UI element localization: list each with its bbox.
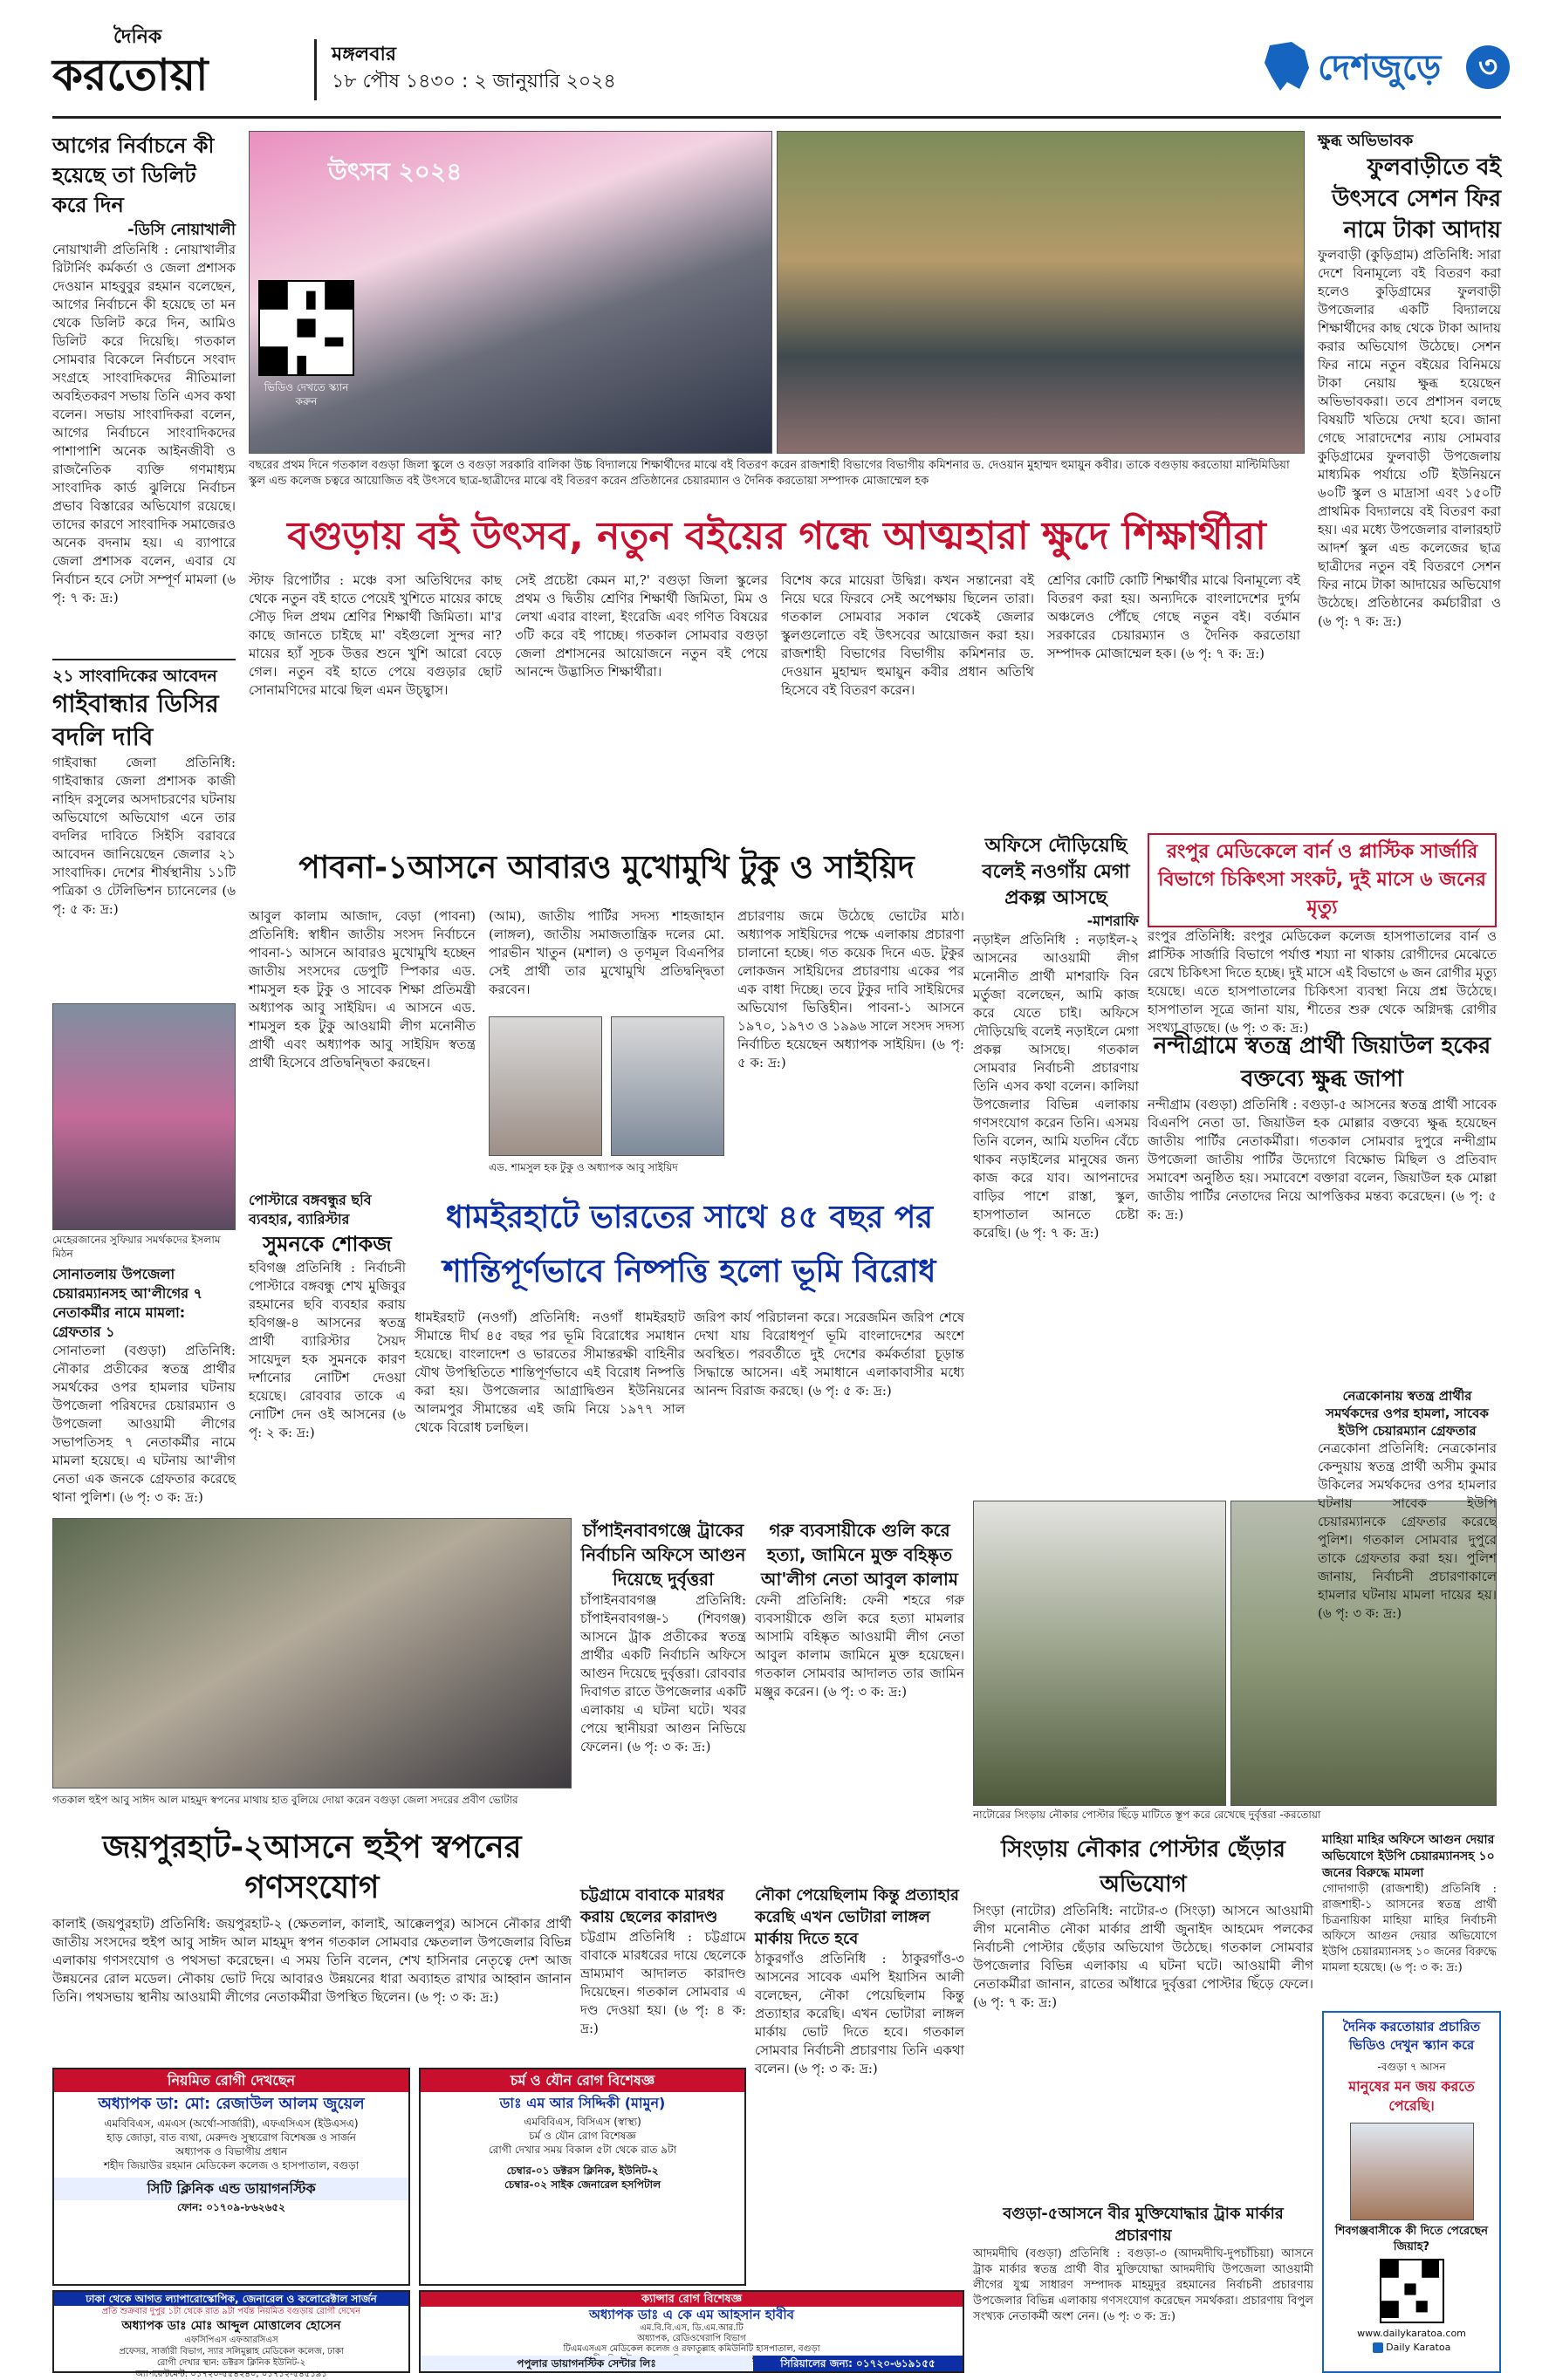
section-title: দেশজুড়ে (1318, 48, 1442, 88)
pabna-body-2: (আম), জাতীয় পার্টির সদস্য শাহজাহান (লাঙ্গল), জাতীয় সমাজতান্ত্রিক দলের মো. পারভীন খাতুন (মশাল) ও তৃণমূল বিএনপির সেই প্রার্থী তার মুখোমুখি প্রতিদ্বন্দ্বিতা করবেন। (489, 908, 724, 997)
story-fulbari-body: ফুলবাড়ী (কুড়িগ্রাম) প্রতিনিধি: সারা দেশে বিনামূল্যে বই বিতরণ করা হলেও কুড়িগ্রামের ফুলবাড়ী উপজেলার একটি বিদ্যালয়ে শিক্ষার্থীদের কাছ থেকে টাকা আদায় করার অভিযোগ উঠেছে। সেশন ফির নামে নতুন বইয়ের বিনিময়ে টাকা নেয়ায় ক্ষুব্ধ হয়েছেন অভিভাবকরা। তবে প্রশাসন বলছে বিষয়টি খতিয়ে দেখা হবে। জানা গেছে সারাদেশের ন্যায় সোমবার কুড়িগ্রামের ফুলবাড়ী উপজেলায় মাধ্যমিক পর্যায়ে ৩টি ইউনিয়নে ৬০টি স্কুল ও মাদ্রাসা এবং ১৫০টি প্রাথমিক বিদ্যালয়ে বই বিতরণ করা হয়। এর মধ্যে উপজেলার বালারহাট আদর্শ স্কুল এন্ড কলেজের ছাত্র ছাত্রীদের নতুন বই বিতরণে সেশন ফির নামে টাকা আদায়ের অভিযোগ উঠেছে। প্রতিষ্ঠানের কর্মচারীরা ও (৬ পৃ: ৭ ক: দ্র:) (1318, 247, 1501, 629)
ad1-line-2: অধ্যাপক ও বিভাগীয় প্রধান (175, 2145, 288, 2158)
promo-seat: -বগুড়া ৭ আসন (1377, 2061, 1446, 2073)
lead-body-4: শ্রেণির কোটি কোটি শিক্ষার্থীর মাঝে বিনামূল্যে বই বিতরণ করা হয়। অন্যদিকে বাংলাদেশের দুর্গম অঞ্চলেও পৌঁছে গেছে নতুন বই। বর্তমান সরকারের চেয়ারম্যান ও দৈনিক করতোয়া সম্পাদক মোজাম্মেল হক। (৬ পৃ: ৭ ক: দ্র:) (1047, 572, 1300, 661)
logo (52, 26, 314, 113)
story-mega-body: নড়াইল প্রতিনিধি : নড়াইল-২ আসনের আওয়ামী লীগ মনোনীত প্রার্থী মাশরাফি বিন মর্তুজা বলেছেন, আমি কাজ করে যেতে চাই। অফিসে দৌড়িয়েছি বলেই নড়াইলে মেগা প্রকল্প আসছে। গতকাল সোমবার নির্বাচনী প্রচারণায় তিনি এসব কথা বলেন। কালিয়া উপজেলার বিভিন্ন এলাকায় গণসংযোগ করেন তিনি। এসময় তিনি বলেন, আমি যতদিন বেঁচে থাকব নড়াইলের মানুষের জন্য কাজ করে যাব। আপনাদের বাড়ির পাশে রাস্তা, স্কুল, হাসপাতাল আনতে চেষ্টা করেছি। (৬ পৃ: ৭ ক: দ্র:) (973, 932, 1139, 1241)
story-nandigram-headline: নন্দীগ্রামে স্বতন্ত্র প্রার্থী জিয়াউল হকের বক্তব্যে ক্ষুব্ধ জাপা (1153, 1033, 1491, 1092)
story-fulbari-title: ফুলবাড়ীতে বই উৎসবে সেশন ফির নামে টাকা আদায় (1332, 154, 1501, 243)
page-number: ৩ (1466, 45, 1510, 89)
ad3-line-3: অ্যাপয়েন্টমেন্ট: ০১৭২০-৫৫৪২৪০, ০১৭১২-৫৪৫১৯১ (135, 2370, 327, 2379)
joypurhat-photo-caption: গতকাল হুইপ আবু সাঈদ আল মাহমুদ স্বপনের মাথায় হাত বুলিয়ে দোয়া করেন বগুড়া জেলা সদরের প্রবীণ ভোটার (52, 1794, 518, 1806)
story-netrokona-title: নেত্রকোনায় স্বতন্ত্র প্রার্থীর সমর্থকদের ওপর হামলা, সাবেক ইউপি চেয়ারম্যান গ্রেফতার (1326, 1388, 1489, 1439)
lead-photo-1 (249, 131, 772, 454)
story-cattle (755, 1518, 964, 1876)
ad3-doctor: অধ্যাপক ডাঃ মোঃ আব্দুল মোত্তালেব হোসেন (121, 2319, 341, 2333)
bangladesh-map-icon (1261, 38, 1313, 94)
story-nandigram-body: নন্দীগ্রাম (বগুড়া) প্রতিনিধি : বগুড়া-৫ আসনের স্বতন্ত্র প্রার্থী সাবেক বিএনপি নেতা ডা. জিয়াউল হক মোল্লার বক্তব্যে ক্ষুব্ধ হয়েছেন জাতীয় পার্টির নেতাকর্মীরা। গতকাল সোমবার দুপুরে নন্দীগ্রাম উপজেলা জাতীয় পার্টির উদ্যোগে বিক্ষোভ মিছিল ও প্রতিবাদ সমাবেশ অনুষ্ঠিত হয়। সমাবেশে বক্তারা বলেন, জিয়াউল হক মোল্লা জাতীয় পার্টির নেতাদের নিয়ে আপত্তিকর মন্তব্য করেছেন। (৬ পৃ: ৫ ক: দ্র:) (1148, 1097, 1497, 1222)
singra-photo-caption: নাটোরের সিংড়ায় নৌকার পোস্টার ছিঁড়ে মাটিতে স্তূপ করে রেখেছে দুর্বৃত্তরা -করতোয়া (973, 1809, 1321, 1821)
singra-photo-1 (973, 1501, 1226, 1806)
story-nouka (755, 1884, 964, 2233)
ad1-line-1: হাড় জোড়া, বাত ব্যথা, মেরুদণ্ড সুস্থ্যরোগ বিশেষজ্ঞ ও সার্জন (106, 2131, 356, 2144)
logo-line1: দৈনিক (113, 26, 162, 48)
story-rangpur (1148, 833, 1497, 1036)
story-noakhali-title: আগের নির্বাচনে কী হয়েছে তা ডিলিট করে দিন (52, 133, 215, 217)
story-poster-title: সুমনকে শোকজ (263, 1232, 392, 1256)
story-poster (249, 1191, 406, 1505)
ad4-title: ক্যান্সার রোগ বিশেষজ্ঞ (421, 2292, 963, 2307)
story-nandigram (1148, 1029, 1497, 1378)
lead-body-3: বিশেষ করে মায়েরা উদ্বিগ্ন। কখন সন্তানেরা বই নিয়ে ঘরে ফিরবে সেই অপেক্ষায় ছিলেন তারা। গতকাল সোমবার সকাল থেকেই জেলার স্কুলগুলোতে বই উৎসবের আয়োজন করা হয়। রাজশাহী বিভাগের বিভাগীয় কমিশনার ড. দেওয়ান মুহাম্মদ হুমায়ুন কবীর প্রধান অতিথি হিসেবে বই বিতরণ করেন। (781, 572, 1034, 698)
ad1-line-3: শহীদ জিয়াউর রহমান মেডিকেল কলেজ ও হাসপাতাল, বগুড়া (103, 2159, 360, 2171)
promo-box (1322, 2011, 1501, 2373)
ad4-phone: সিরিয়ালের জন্য: ০১৭২০-৬১৯১৫৫ (753, 2356, 963, 2371)
ad4-center: পপুলার ডায়াগনস্টিক সেন্টার লিঃ (421, 2356, 752, 2371)
logo-line2: করতোয়া (52, 50, 209, 100)
pabna-candidate-2-photo (611, 1016, 724, 1156)
story-gaibandha (52, 665, 236, 996)
facebook-icon (1373, 2342, 1383, 2353)
promo-url[interactable]: www.dailykaratoa.com (1357, 2328, 1466, 2339)
pabna-body-1: আবুল কালাম আজাদ, বেড়া (পাবনা) প্রতিনিধি: স্বাধীন জাতীয় সংসদ নির্বাচনে পাবনা-১ আসনে আবারও মুখোমুখি হচ্ছেন জাতীয় সংসদের ডেপুটি স্পিকার এড. শামসুল হক টুকু ও সাবেক শিক্ষা প্রতিমন্ত্রী অধ্যাপক আবু সাইয়িদ। এ আসনে এড. শামসুল হক টুকু আওয়ামী লীগ মনোনীত প্রার্থী এবং অধ্যাপক আবু সাইয়িদ স্বতন্ত্র প্রার্থী হিসেবে প্রতিদ্বন্দ্বিতা করছেন। (249, 908, 476, 1070)
pabna-body-3: প্রচারণায় জমে উঠেছে ভোটের মাঠ। অধ্যাপক সাইয়িদের পক্ষে এলাকায় প্রচারণা চালানো হচ্ছে। গত কয়েক দিনে এড. টুকুর লোকজন সাইয়িদের প্রচারণায় একের পর এক বাধা দিচ্ছে। তবে টুকুর দাবি সাইয়িদের অভিযোগ ভিত্তিহীন। পাবনা-১ আসনে ১৯৭০, ১৯৭৩ ও ১৯৯৬ সালে সংসদ সদস্য নির্বাচিত হয়েছেন অধ্যাপক সাইয়িদ। (৬ পৃ: ৫ ক: দ্র:) (737, 908, 964, 1070)
story-mega-byline: -মাশরাফি (1086, 913, 1139, 929)
joypurhat-photo (52, 1518, 572, 1788)
ad3-line-2: রোগী দেখার স্থান: ডক্টরস ক্লিনিক ইউনিট-২ (156, 2358, 306, 2368)
ad2-chamber-2: চেম্বার-০২ সাইক জেনারেল হসপিটাল (504, 2178, 661, 2191)
story-poster-body: হবিগঞ্জ প্রতিনিধি : নির্বাচনী পোস্টারে বঙ্গবন্ধু শেখ মুজিবুর রহমানের ছবি ব্যবহার করায় হবিগঞ্জ-৪ আসনের স্বতন্ত্র প্রার্থী ব্যারিস্টার সৈয়দ সায়েদুল হক সুমনকে কারণ দর্শানোর নোটিশ দেওয়া হয়েছে। রোববার তাকে এ নোটিশ দেন ওই আসনের (৬ পৃ: ২ ক: দ্র:) (249, 1260, 406, 1440)
story-rangpur-body: রংপুর প্রতিনিধি: রংপুর মেডিকেল কলেজ হাসপাতালের বার্ন ও প্লাস্টিক সার্জারি বিভাগে পর্যাপ্ত শয্যা না থাকায় রোগীদের মেঝেতে রেখে চিকিৎসা দিতে হচ্ছে। দুই মাসে এই বিভাগে ৬ জন রোগীর মৃত্যু হয়েছে। এতে হাসপাতালের চিকিৎসা ব্যবস্থা নিয়ে প্রশ্ন উঠেছে। হাসপাতাল সূত্রে জানা যায়, শীতের শুরু থেকে অগ্নিদগ্ধ রোগীর সংখ্যা বাড়ছে। (৬ পৃ: ৩ ক: দ্র:) (1148, 928, 1497, 1036)
border-headline: ধামইরহাটে ভারতের সাথে ৪৫ বছর পর শান্তিপূর্ণভাবে নিষ্পত্তি হলো ভূমি বিরোধ (442, 1200, 936, 1289)
story-truck (973, 2203, 1313, 2373)
story-mega-title: অফিসে দৌড়িয়েছি বলেই নওগাঁয় মেগা প্রকল্প আসছে (982, 835, 1130, 909)
ad2-doctor: ডাঃ এম আর সিদ্দিকী (মামুন) (499, 2095, 666, 2111)
qr-caption: ভিডিও দেখতে স্ক্যান করুন (264, 381, 349, 407)
ad-skin-doctor (419, 2068, 746, 2286)
masthead-day: মঙ্গলবার (332, 44, 396, 65)
masthead-date-block (332, 42, 785, 103)
ad3-title: ঢাকা থেকে আগত ল্যাপারোস্কোপিক, জেনারেল ও কলোরেক্টাল সার্জন (54, 2292, 408, 2306)
border-body-2: জরিপ কার্য পরিচালনা করে। সরেজমিন জরিপ শেষে দেখা যায় বিরোধপূর্ণ ভূমি বাংলাদেশের অংশে অবস্থিত। পরবর্তীতে দুই দেশের কর্মকর্তারা চূড়ান্ত সিদ্ধান্তে আসেন। এই সমাধানে এলাকাবাসীর মধ্যে আনন্দ বিরাজ করছে। (৬ পৃ: ৫ ক: দ্র:) (694, 1310, 964, 1399)
story-sonatola (52, 1265, 236, 1505)
ad-surgeon (52, 2290, 410, 2379)
story-mega (973, 833, 1139, 1496)
story-singra-body: সিংড়া (নাটোর) প্রতিনিধি: নাটোর-৩ (সিংড়া) আসনে আওয়ামী লীগ মনোনীত নৌকা মার্কার প্রার্থী জুনাইদ আহমেদ পলকের নির্বাচনী পোস্টার ছেঁড়ার অভিযোগ উঠেছে। গতকাল সোমবার উপজেলার বিভিন্ন এলাকায় এ ঘটনা ঘটে। আওয়ামী লীগ নেতাকর্মীরা জানান, রাতের আঁধারে দুর্বৃত্তরা পোস্টার ছিঁড়ে ফেলে। (৬ পৃ: ৭ ক: দ্র:) (973, 1903, 1313, 2010)
masthead-divider (314, 39, 317, 100)
promo-title: দৈনিক করতোয়ার প্রচারিত ভিডিও দেখুন স্ক্যান করে (1342, 2019, 1481, 2053)
joypurhat-headline: জয়পুরহাট-২আসনে হুইপ স্বপনের গণসংযোগ (102, 1829, 522, 1905)
story-truck-body: আদমদীঘি (বগুড়া) প্রতিনিধি : বগুড়া-৩ (আদমদীঘি-দুপচাঁচিয়া) আসনে ট্রাক মার্কার স্বতন্ত্র প্রার্থী বীর মুক্তিযোদ্ধা আদমদীঘি উপজেলা আওয়ামী লীগের যুগ্ম সাধারণ সম্পাদক মাহমুদুর রহমানের নির্বাচনী প্রচারণায় উপজেলার বিভিন্ন এলাকায় গণসংযোগ করেছেন সমর্থকরা। প্রচারণায় বিপুল সংখ্যক নেতাকর্মী অংশ নেন। (৬ পৃ: ৩ ক: দ্র:) (973, 2247, 1313, 2323)
story-rangpur-headline: রংপুর মেডিকেলে বার্ন ও প্লাস্টিক সার্জারি বিভাগে চিকিৎসা সংকট, দুই মাসে ৬ জনের মৃত্যু (1148, 833, 1497, 927)
ad1-doctor: অধ্যাপক ডা: মো: রেজাউল আলম জুয়েল (98, 2095, 365, 2113)
promo-qr-code[interactable] (1380, 2259, 1444, 2323)
story-chapai-body: চাঁপাইনবাবগঞ্জ প্রতিনিধি: চাঁপাইনবাবগঞ্জ-১ (শিবগঞ্জ) আসনে ট্রাক প্রতীকের স্বতন্ত্র প্রার্থীর একটি নির্বাচনি অফিসে আগুন দিয়েছে দুর্বৃত্তরা। রোববার দিবাগত রাতে উপজেলার একটি এলাকায় এ ঘটনা ঘটে। খবর পেয়ে স্থানীয়রা আগুন নিভিয়ে ফেলেন। (৬ পৃ: ৩ ক: দ্র:) (580, 1592, 746, 1754)
story-noakhali-body: নোয়াখালী প্রতিনিধি : নোয়াখালীর রিটার্নিং কর্মকর্তা ও জেলা প্রশাসক দেওয়ান মাহবুবুর রহমান বলেছেন, আগের নির্বাচনে কী হয়েছে তা মন থেকে ডিলিট করে দিন, আমিও ডিলিট করে দিয়েছি। গতকাল সোমবার বিকেলে নির্বাচনে সংবাদ সংগ্রহে সাংবাদিকদের নীতিমালা অবহিতকরণ সভায় তিনি এসব কথা বলেন। সভায় সাংবাদিকরা বলেন, আগের নির্বাচনে সাংবাদিকদের পাশাপাশি অনেক আইনজীবী ও রাজনৈতিক ব্যক্তি গণমাধ্যম সাংবাদিক কার্ড ঝুলিয়ে নির্বাচন প্রভাব বিস্তারের অভিযোগ রয়েছে। তাদের কারণে সাংবাদিক সমাজেরও অনেক বদনাম হয়। এ ব্যাপারে জেলা প্রশাসক বলেন, এবার যে নির্বাচন হবে সেটা সম্পূর্ণ মামলা (৬ পৃ: ৭ ক: দ্র:) (52, 242, 236, 605)
qr-code[interactable] (258, 280, 354, 376)
ad4-line-2: টিএমএসএস মেডিকেল কলেজ ও রফাতুল্লাহ কমিউনিটি হাসপাতাল, বগুড়া (563, 2344, 820, 2354)
ad1-title: নিয়মিত রোগী দেখছেন (54, 2069, 408, 2092)
story-noakhali (52, 131, 236, 654)
pabna-photo-caption: এড. শামসুল হক টুকু ও অধ্যাপক আবু সাইয়িদ (489, 1161, 678, 1173)
masthead (52, 26, 1501, 115)
promo-name: শিবগঞ্জবাসীকে কী দিতে পেরেছেন জিয়াহ? (1334, 2225, 1489, 2253)
lead-photo-banner: উৎসব ২০২৪ (328, 157, 463, 186)
ad4-doctor: অধ্যাপক ডাঃ এ কে এম আহসান হাবীব (588, 2307, 795, 2322)
lead-body-2: সেই প্রচেষ্টা কেমন মা,?' বগুড়া জিলা স্কুলের প্রথম ও দ্বিতীয় শ্রেণির শিক্ষার্থী জিমিতা, মিম ও লেখা এবার বাংলা, ইংরেজি এবং গণিত বিষয়ের ৩টি করে বই পাচ্ছে। গতকাল সোমবার বগুড়া জেলা প্রশাসনের আয়োজনে নতুন বই পেয়ে আনন্দে উদ্ভাসিত শিক্ষার্থীরা। (515, 572, 768, 680)
story-gaibandha-body: গাইবান্ধা জেলা প্রতিনিধি: গাইবান্ধার জেলা প্রশাসক কাজী নাহিদ রসুলের অসদাচরণের ঘটনায় অভিযোগে অভিযোগ এনে তার বদলির দাবিতে সিইসি বরাবরে আবেদন জানিয়েছেন জেলার ২১ সাংবাদিক। দেশের শীর্ষস্থানীয় ১১টি পত্রিকা ও টেলিভিশন চ্যানেলের (৬ পৃ: ৫ ক: দ্র:) (52, 755, 236, 917)
promo-social-label: Daily Karatoa (1386, 2342, 1451, 2353)
pabna-headline: পাবনা-১আসনে আবারও মুখোমুখি টুকু ও সাইয়িদ (298, 850, 915, 886)
ad1-line-0: এমবিবিএস, এমএস (অর্থো-সার্জারী), এফএসিএস (ইউএসএ) (104, 2117, 359, 2130)
story-cattle-title: গরু ব্যবসায়ীকে গুলি করে হত্যা, জামিনে মুক্ত বহিষ্কৃত আ'লীগ নেতা আবুল কালাম (761, 1520, 958, 1590)
story-nouka-title: নৌকা পেয়েছিলাম কিন্তু প্রত্যাহার করেছি এখন ভোটারা লাঙ্গল মার্কায় দিতে হবে (755, 1886, 959, 1948)
border-body-1: ধামইরহাট (নওগাঁ) প্রতিনিধি: নওগাঁ ধামইরহাট সীমান্তে দীর্ঘ ৪৫ বছর পর ভূমি বিরোধের সমাধান হয়েছে। বাংলাদেশ ও ভারতের সীমান্তরক্ষী বাহিনীর যৌথ উপস্থিতিতে শান্তিপূর্ণভাবে এই বিরোধ নিষ্পত্তি করা হয়। উপজেলার আগ্রাদ্বিগুন ইউনিয়নের আলমপুর সীমান্তের এই জমি নিয়ে ১৯৭৭ সাল থেকে বিরোধ চলছিল। (415, 1310, 685, 1435)
ad3-sub: প্রতি শুক্রবার দুপুর ১টা থেকে রাত ৯টা পর্যন্ত নিয়মিত বগুড়ায় রোগী দেখেন (101, 2307, 361, 2316)
ad2-title: চর্ম ও যৌন রোগ বিশেষজ্ঞ (421, 2069, 744, 2092)
masthead-rule (52, 116, 1501, 119)
pabna-photo-voter-caption: মেহেরজানের সুফিয়ার সমর্থকদের ইসলাম মিঠন (52, 1234, 221, 1260)
story-singra-headline: সিংড়ায় নৌকার পোস্টার ছেঁড়ার অভিযোগ (1001, 1836, 1285, 1898)
ad2-chamber-1: চেম্বার-০১ ডক্টরস ক্লিনিক, ইউনিট-২ (506, 2165, 659, 2177)
promo-social[interactable] (1324, 2341, 1499, 2355)
story-chattogram-body: চট্টগ্রাম প্রতিনিধি : চট্টগ্রামে বাবাকে মারধরের দায়ে ছেলেকে ভ্রাম্যমাণ আদালত কারাদণ্ড দিয়েছেন। গতকাল সোমবার এ দণ্ড দেওয়া হয়। (৬ পৃ: ৪ ক: দ্র:) (580, 1929, 746, 2036)
story-gaibandha-title: গাইবান্ধার ডিসির বদলি দাবি (52, 689, 219, 751)
ad3-line-0: এফসিপিএস এফআরসিএস (184, 2336, 278, 2345)
story-netrokona-body: নেত্রকোনা প্রতিনিধি: নেত্রকোনার কেন্দুয়ায় স্বতন্ত্র প্রার্থী অসীম কুমার উকিলের সমর্থকদের ওপর হামলার ঘটনায় সাবেক ইউপি চেয়ারম্যানকে গ্রেফতার করেছে পুলিশ। গতকাল সোমবার দুপুরে তাকে গ্রেফতার করা হয়। পুলিশ জানায়, নির্বাচনী প্রচারণাকালে হামলার ঘটনায় মামলা দায়ের হয়। (৬ পৃ: ৩ ক: দ্র:) (1318, 1440, 1497, 1621)
story-poster-kicker: পোস্টারে বঙ্গবন্ধুর ছবি ব্যবহার, ব্যারিস্টার (249, 1192, 372, 1228)
lead-photo-caption: বছরের প্রথম দিনে গতকাল বগুড়া জিলা স্কুলে ও বগুড়া সরকারি বালিকা উচ্চ বিদ্যালয়ে শিক্ষার্থীদের মাঝে বই বিতরণ করেন রাজশাহী বিভাগের বিভাগীয় কমিশনার ড. দেওয়ান মুহাম্মদ হুমায়ুন কবীর। তাকে বগুড়ায় করতোয়া মাল্টিমিডিয়া স্কুল এন্ড কলেজ চত্বরে আয়োজিত বই উৎসবে ছাত্র-ছাত্রীদের মাঝে বই বিতরণ করেন প্রতিষ্ঠানের চেয়ারম্যান ও দৈনিক করতোয়া সম্পাদক মোজাম্মেল হক (249, 459, 1290, 488)
promo-quote: মানুষের মন জয় করতে পেরেছি। (1348, 2078, 1475, 2114)
ad-ortho-doctor (52, 2068, 410, 2286)
ad1-phone: ফোন: ০১৭০৯-৮৬২৬৫২ (176, 2201, 285, 2213)
story-truck-title: বগুড়া-৫আসনে বীর মুক্তিযোদ্ধার ট্রাক মার্কার প্রচারণায় (1003, 2205, 1284, 2245)
story-sonatola-body: সোনাতলা (বগুড়া) প্রতিনিধি: নৌকার প্রতীকের স্বতন্ত্র প্রার্থীর সমর্থকের ওপর হামলার ঘটনায় উপজেলা পরিষদের চেয়ারম্যান ও উপজেলা আওয়ামী লীগের সভাপতিসহ ৭ নেতাকর্মীর নামে মামলা হয়েছে। এ ঘটনায় আ'লীগ নেতা এক জনকে গ্রেফতার করেছে থানা পুলিশ। (৬ পৃ: ৩ ক: দ্র:) (52, 1343, 236, 1505)
ad3-line-1: প্রফেসর, সার্জারী বিভাগ, স্যার সলিমুল্লাহ মেডিকেল কলেজ, ঢাকা (119, 2347, 344, 2356)
story-chattogram (580, 1884, 746, 2059)
ad2-line-2: রোগী দেখার সময় বিকাল ৫টা থেকে রাত ৯টা (488, 2144, 677, 2156)
pabna-photo-voter (52, 1003, 236, 1230)
story-sonatola-title: সোনাতলায় উপজেলা চেয়ারম্যানসহ আ'লীগের ৭ নেতাকর্মীর নামে মামলা: গ্রেফতার ১ (52, 1266, 203, 1340)
story-chapai-title: চাঁপাইনবাবগঞ্জে ট্রাকের নির্বাচনি অফিসে আগুন দিয়েছে দুর্বৃত্তরা (580, 1520, 746, 1590)
story-mahia (1322, 1832, 1497, 2007)
pabna-candidate-1-photo (489, 1016, 602, 1156)
story-cattle-body: ফেনী প্রতিনিধি: ফেনী শহরে গরু ব্যবসায়ীকে গুলি করে হত্যা মামলার আসামি বহিষ্কৃত আওয়ামী লীগ নেতা আবুল কালাম জামিনে মুক্ত হয়েছেন। গতকাল সোমবার আদালত তার জামিন মঞ্জুর করেন। (৬ পৃ: ৩ ক: দ্র:) (755, 1592, 964, 1700)
lead-body-1: স্টাফ রিপোর্টার : মঞ্চে বসা অতিথিদের কাছ থেকে নতুন বই হাতে পেয়েই খুশিতে মায়ের কাছে সৌড় দিল প্রথম শ্রেণির শিক্ষার্থী জিমিতা। মা'র কাছে জানতে চাইছে মা' বইগুলো সুন্দর না? মায়ের হ্যাঁ সূচক উত্তর শুনে খুশি আরো বেড়ে গেল। নতুন বই হাতে পেয়ে বগুড়ার ছোট সোনামণিদের মাঝে ছিল এমন উচ্ছ্বাস। (249, 572, 502, 698)
story-chattogram-title: চট্টগ্রামে বাবাকে মারধর করায় ছেলের কারাদণ্ড (580, 1886, 724, 1926)
story-nouka-body: ঠাকুরগাঁও প্রতিনিধি : ঠাকুরগাঁও-৩ আসনের সাবেক এমপি ইয়াসিন আলী বলেছেন, নৌকা পেয়েছিলাম কিন্তু প্রত্যাহার করেছি। এখন ভোটারা লাঙ্গল মার্কায় ভোট দিতে হবে। গতকাল সোমবার নির্বাচনী প্রচারণায় তিনি একথা বলেন। (৬ পৃ: ৩ ক: দ্র:) (755, 1951, 964, 2076)
story-netrokona (1318, 1387, 1497, 1621)
ad4-line-0: এম.বি.বি.এস, ডি.এম.আর.টি (640, 2323, 744, 2333)
joypurhat-body: কালাই (জয়পুরহাট) প্রতিনিধি: জয়পুরহাট-২ (ক্ষেতলাল, কালাই, আক্কেলপুর) আসনে নৌকার প্রার্থী জাতীয় সংসদের হুইপ আবু সাঈদ আল মাহমুদ স্বপন গতকাল সোমবার ক্ষেতলাল উপজেলার বিভিন্ন এলাকায় গণসংযোগ ও পথসভা করেছেন। এ সময় তিনি বলেন, শেখ হাসিনার নেতৃত্বে দেশ আজ উন্নয়নের রোল মডেল। নৌকায় ভোট দিয়ে আবারও উন্নয়নের ধারা অব্যাহত রাখার আহ্বান জানান তিনি। পথসভায় স্থানীয় আওয়ামী লীগের নেতাকর্মীরা উপস্থিত ছিলেন। (৬ পৃ: ৩ ক: দ্র:) (52, 1916, 572, 2005)
lead-photo-2 (777, 131, 1305, 454)
story-mahia-title: মাহিয়া মাহির অফিসে আগুন দেয়ার অভিযোগে ইউপি চেয়ারম্যানসহ ১০ জনের বিরুদ্ধে মামলা (1322, 1833, 1495, 1880)
ad4-line-1: অধ্যাপক, রেডিওথেরাপি বিভাগ (637, 2334, 746, 2343)
masthead-date: ১৮ পৌষ ১৪৩০ : ২ জানুয়ারি ২০২৪ (332, 71, 616, 92)
ad2-line-0: এমবিবিএস, বিসিএস (স্বাস্থ্য) (524, 2116, 641, 2128)
story-mahia-body: গোদাগাড়ী (রাজশাহী) প্রতিনিধি : রাজশাহী-১ আসনের স্বতন্ত্র প্রার্থী চিত্রনায়িকা মাহিয়া মাহির নির্বাচনী অফিসে আগুন দেয়ার অভিযোগে ইউপি চেয়ারম্যানসহ ১০ জনের বিরুদ্ধে মামলা হয়েছে। (৬ পৃ: ৩ ক: দ্র:) (1322, 1883, 1497, 1974)
divider (52, 659, 236, 660)
story-noakhali-byline: -ডিসি নোয়াখালী (127, 221, 236, 239)
ad-cancer-doctor (419, 2290, 964, 2373)
ad1-clinic: সিটি ক্লিনিক এন্ড ডায়াগনস্টিক (54, 2178, 408, 2200)
story-singra (973, 1832, 1313, 2199)
ad2-line-1: চর্ম ও যৌন রোগ বিশেষজ্ঞ (529, 2130, 636, 2142)
lead-headline: বগুড়ায় বই উৎসব, নতুন বইয়ের গন্ধে আত্মহারা ক্ষুদে শিক্ষার্থীরা (287, 514, 1266, 558)
story-fulbari-kicker: ক্ষুব্ধ অভিভাবক (1318, 132, 1414, 150)
promo-photo (1350, 2123, 1474, 2220)
story-gaibandha-kicker: ২১ সাংবাদিকের আবেদন (52, 667, 217, 686)
